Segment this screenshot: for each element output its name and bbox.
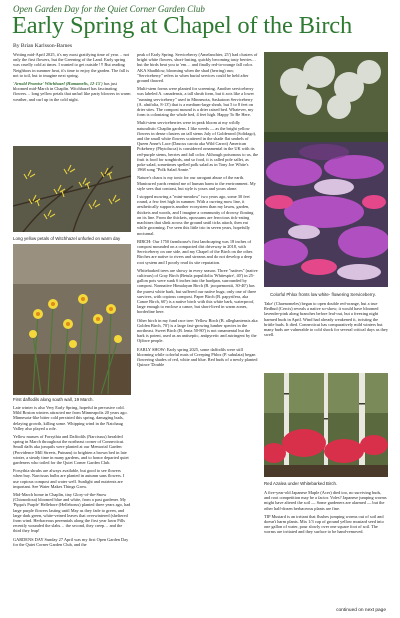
paragraph [13, 81, 131, 102]
paragraph: Other birch in my fund race tree: Yellow Birch (B. alleghaniensis aka Golden Birch, 70') is a large fast-growing lumber species in the northeast. Sweet Birch (B. lenta 50-80') is not ornamental but the bark is potent, used as an antiseptic, antipyretic and astringent by the Ojibwe people. [137, 317, 258, 344]
continued-note: continued on next page [336, 608, 386, 613]
daffodils-photo [13, 244, 131, 395]
paragraph: Multi-stem forms were planted for screening. Another serviceberry was labeled A. canadensis, a tall shrub form, but it acts like a lower "running serviceberry" used in Minnesota, Saskatoon Serviceberry (A. alnifolia, 8-13') that is a medium-large shrub, but 5 to 8 feet on drier sites. The compost mound is a drier raised bed. Whatever, my form is colonizing the whole bed, 4 feet high. Happy To Be Here. [137, 86, 255, 118]
witchhazel-image [13, 146, 131, 232]
paragraph: peak of Early Spring. Serviceberry (Amelanchier, 25') had clusters of bright white flowers, short-lasting, quickly becoming tasty berries… but the birds beat you to 'em… and finally red-to-orange fall color. AKA Shadblow, blooming when the shad (herring) run; "Serviceberry" refers to when burial services could be held after ground thawed. [137, 52, 258, 84]
page-title: Early Spring at Chapel of the Birch [12, 12, 352, 39]
byline: By Brian Karlsson-Barnes [13, 43, 73, 49]
column-1-bottom [13, 405, 131, 610]
paragraph: Mid-March home in Chaplin, tiny Glory-of-the-Snow (Chionodoxa) bloomed blue and white, from a past gardener. My 'Pippa's Purple' Hellebore (Helleborus) planted three years ago, had large purple flowers lasting until May as they fade to green, and large dark green, white-veined leaves that overwintered (sheltered from wind. Herbaceous perennials along the first year lawn Pills recently wounded the slabs… the second, they creep… and the third they leap! [13, 492, 131, 534]
paragraph: Yellow masses of Forsythia and Daffodils (Narcissus) heralded spring in March throughout the northeast corner of Connecticut. Small daffs aka jonquils were planted at our Memorial Garden (Providence Mill Streets, Putnam) to brighten a brown bed in late winter, a steady time in many gardens, and to honor departed quiet gardeners who toiled for the Quiet Corner Garden Club. [13, 434, 129, 466]
paragraph: Multi-stem serviceberries were in peak bloom at my wildly naturalistic Chaplin gardens. I like weeds — as the bright yellow flowers in dense clusters on tall stems July of Goldenrod (Solidago), and the small white flowers scattered in the shade flat umbels of Queen Anne's Lace (Daucus carota aka Wild Carrot) American Pokeberry (Phytolacca) is considered ornamental in the UK with its red-purple stems, berries and fall color. Although poisonous to us, the fruit is food for songbirds, and so food, it is called pole sallet, as poke salad, sometimes spelled polk salad as in Tony Joe White's 1968 song "Polk Salad Annie." [137, 120, 258, 173]
paragraph: Nature's chaos is my tonic for our arrogant abuse of the earth. Manicured yards remind me of human harm to the environment. My style sees that contrast, but style is yours and yours alone. [137, 175, 256, 191]
paragraph: Whitebarked trees are showy in every season. Three "natives" (native cultivars) of Gray Birch (Betula populifolia 'Whitespire', 40') in 25-gallon pots were sunk 6 inches into the hardpan, surrounded by compost. Nonnative Himalayan Birch (B. jacquemontii, 30-40') has the purest white bark, but suffered our native bugs; only one of three survives, with copious compost. Paper Birch (B. papyrifera, aka Canoe Birch, 60') is a native birch with this white bark, waterproof, large enough to enclose a canoe, but short-lived in warm zones, borderline here. [137, 267, 258, 315]
paragraph: A five-year-old Japanese Maple (Acer) died too, no surviving buds, and root competition may be a factor. Voles? Japanese jumping worms might have altered the soil — Some gardeners are alarmed — but the other half-dozen herbaceous plants are fine. [264, 490, 387, 511]
paragraph: Writing mid-April 2025, it's my most gratifying time of year… not only the first flowers, but the Greening of the Land. Early spring was cruelly cold at times. I wanted to get outside !!! But reading Neighbors in summer heat, it's time to enjoy the garden. The fall is not to toil, but to imagine next spring. [13, 52, 130, 78]
phlox-image [264, 52, 388, 287]
paragraph: BIRCH: Our 1750 farmhouse's first landscaping was 18 inches of compost mounded on a compacted dirt driveway in 2018, with Serviceberry on one side, and my Chapel of the Birch on the other. Birches are native to rivers and streams and do not develop a deep root system and I poorly read its site reputation. [137, 238, 254, 265]
paragraph: I stopped mowing a "mini-meadow" two years ago, some 30 feet round, a few feet high in summer. With a curving mow line, it aesthetically supports another ecosystem than my lawns, garden, thickets and woods, and I imagine a community of drowsy floating on its line. From the thickets, opossums are ferocious tick-eating machines that slink across the ground until ticks attach, then eat while grooming. I've seen this little trio in seven years, hopefully nocturnal. [137, 194, 254, 236]
paragraph: TIP Mustard is an irritant that flushes jumping worms out of soil and doesn't harm plants. Mix 1/3 cup of ground yellow mustard seed into one gallon of water, pour slowly over one square foot of soil. The worms are irritated and they surface to be hand-removed. [264, 513, 384, 535]
column-3-top [264, 301, 388, 371]
photo-caption: Long yellow petals of Witchhazel unfurled on warm day [13, 236, 121, 241]
paragraph: Late winter is also Very Early Spring, hopeful in pervasive cold. Mild Boston winters attracted me from Minneapolis 20 years ago. Minnesota-like bitter cold persisted this spring, damaging buds, delaying growth, killing some. Whipping wind in the Natchaug Valley also played a role. [13, 405, 128, 431]
phlox-serviceberry-photo [264, 52, 388, 287]
paragraph: EARLY SHOW: Early spring 2025, some daffodils were still blooming while colorful mats of Creeping Phlox (P. subulata) began flowering shades of red, white and blue. Red buds of a newly planted Quince 'Double [137, 346, 258, 368]
witchhazel-photo [13, 146, 131, 232]
page-kicker: Open Garden Day for the Quiet Corner Garden Club [13, 4, 205, 14]
photo-caption: First daffodils along south wall, 19 March. [13, 397, 94, 402]
column-2 [137, 52, 258, 612]
paragraph: Forsythia shrubs are always available, but good to see flowers when buy. Narcissus bulbs are planted in autumn sans flowers. I use copious compost and water well. Sunlight and nutrients are important. See Water Makes Things Grow. [13, 468, 125, 489]
paragraph: Take' (Chaenomeles) began to open double red-orange, but a true Redbud (Cercis) reveals a native so-show; it would have bloomed lavender-pink along branches before leaf-out, but a freezing night harmed buds in April. Wind had already weakened it, twisting the brittle buds. It died. Connecticut has comparatively mild winters but many buds are vulnerable to cold shock for several critical days as they swell. [264, 301, 388, 338]
photo-caption: Red Azalea under Whitebarked Birch. [264, 481, 338, 486]
paragraph-text: has just bloomed mid-March in Chaplin. Witchhazel has fascinating flowers… long yellow petals that unfurl like party blowers in warm weather, and curl up in the cold night. [13, 81, 131, 102]
azalea-image [264, 373, 388, 477]
plant-name: 'Arnold Promise' Witchhazel (Hamamelis, 12-15') [13, 81, 103, 87]
column-3-bottom [264, 490, 388, 602]
azalea-birch-photo [264, 373, 388, 477]
paragraph: GARDENS DAY Sunday 27 April was my first Open Garden Day for the Quiet Corner Garden Club, and the [13, 536, 129, 547]
daffodils-image [13, 244, 131, 395]
photo-caption: Colorful Phlox fronts low white- flowering Serviceberry. [270, 292, 376, 297]
